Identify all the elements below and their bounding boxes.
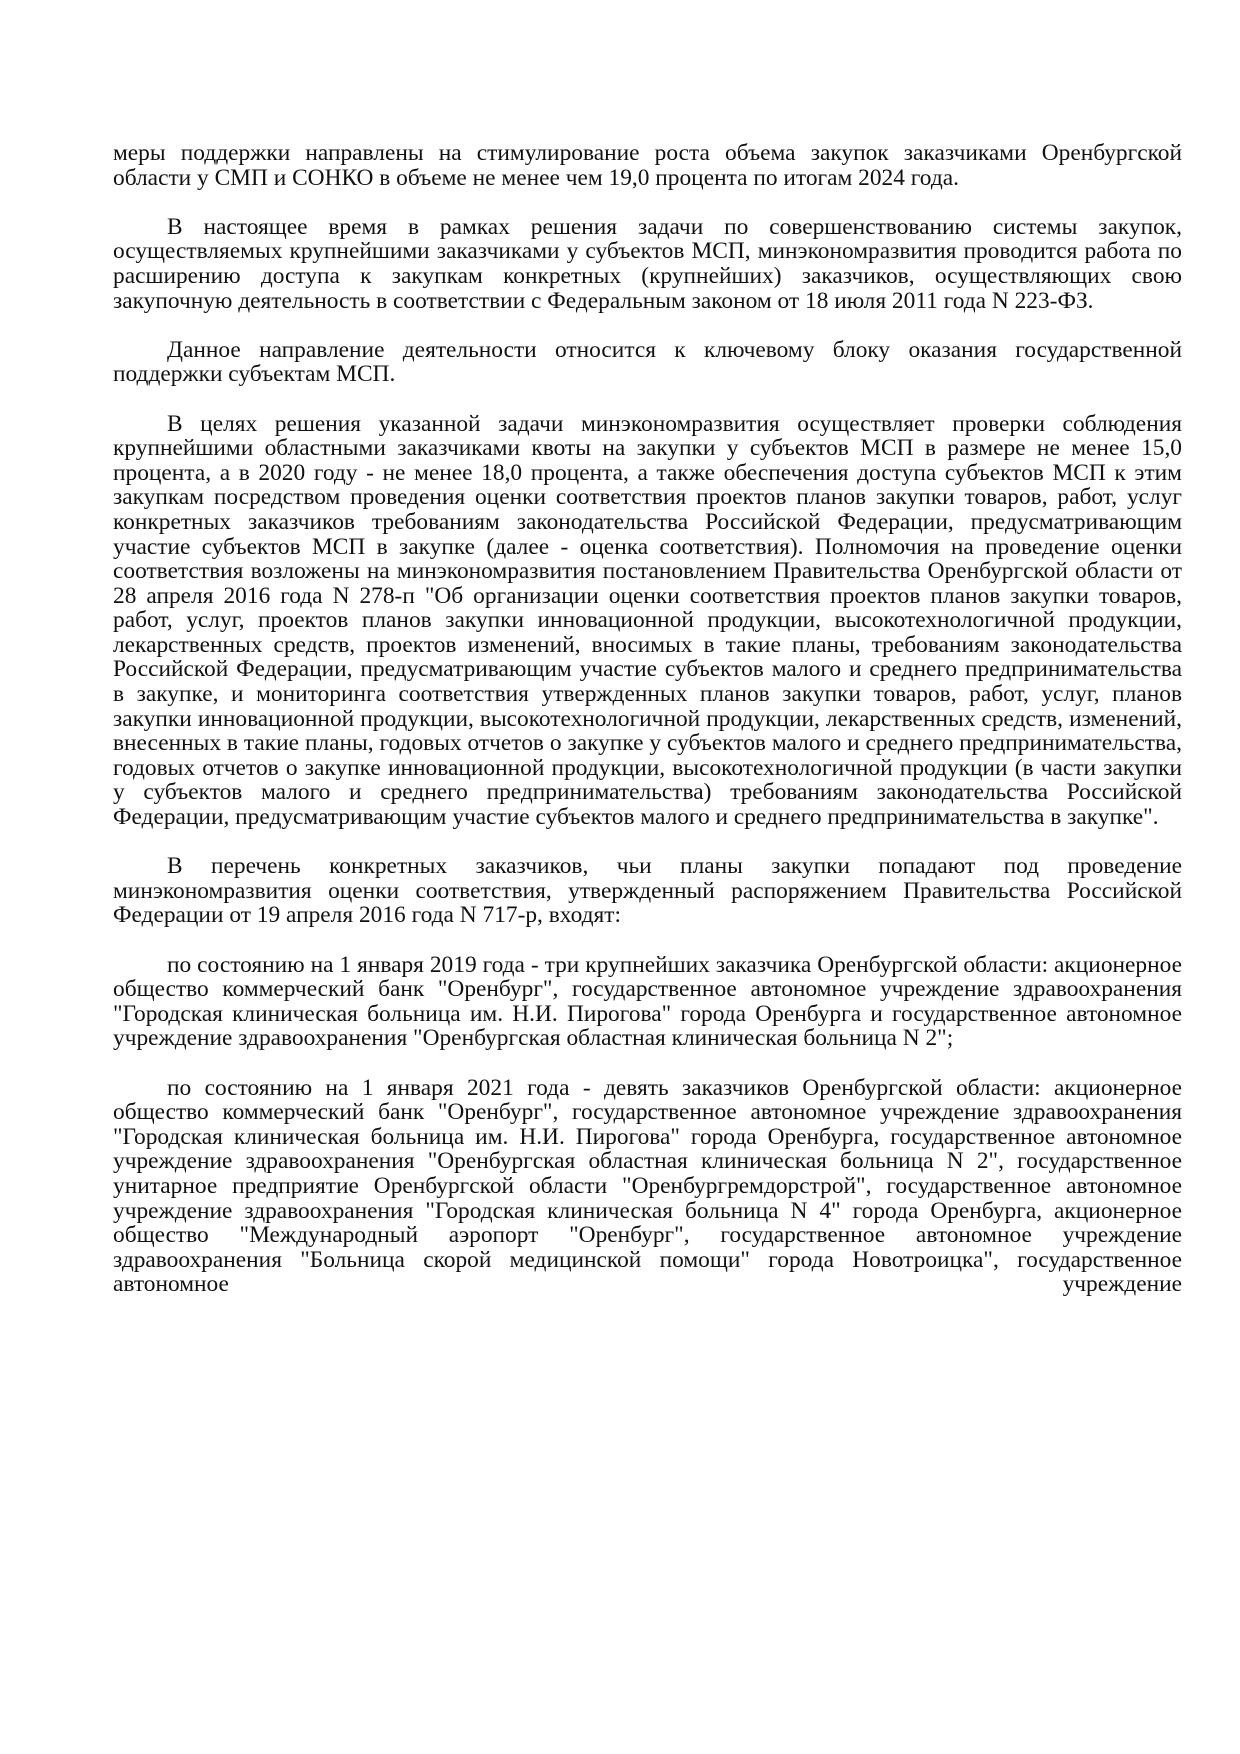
paragraph-support-block: Данное направление деятельности относится к ключевому блоку оказания государственной поддержки субъектам МСП. bbox=[113, 336, 1182, 388]
paragraph-procurement-system: В настоящее время в рамках решения задачи по совершенствованию системы закупок, осуществляемых крупнейшими заказчиками у субъектов МСП, минэкономразвития проводится работа по расширению доступа к закупкам конкретных (крупнейших) заказчиков, осуществляющих свою закупочную деятельность в соответствии с Федеральным законом от 18 июля 2011 года N 223-ФЗ. bbox=[113, 213, 1182, 314]
paragraph-customer-list-intro: В перечень конкретных заказчиков, чьи планы закупки попадают под проведение минэкономразвития оценки соответствия, утвержденный распоряжением Правительства Российской Федерации от 19 апреля 2016 года N 717-р, входят: bbox=[113, 853, 1182, 929]
paragraph-compliance-checks: В целях решения указанной задачи минэкономразвития осуществляет проверки соблюдения крупнейшими областными заказчиками квоты на закупки у субъектов МСП в размере не менее 15,0 процента, а в 2020 году - не менее 18,0 процента, а также обеспечения доступа субъектов МСП к этим закупкам посредством проведения оценки соответствия проектов планов закупки товаров, работ, услуг конкретных заказчиков требованиям законодательства Российской Федерации, предусматривающим участие субъектов МСП в закупке (далее - оценка соответствия). Полномочия на проведение оценки соответствия возложены на минэкономразвития постановлением Правительства Оренбургской области от 28 апреля 2016 года N 278-п "Об организации оценки соответствия проектов планов закупки товаров, работ, услуг, проектов планов закупки инновационной продукции, высокотехнологичной продукции, лекарственных средств, проектов изменений, вносимых в такие планы, требованиям законодательства Российской Федерации, предусматривающим участие субъектов малого и среднего предпринимательства в закупке, и мониторинга соответствия утвержденных планов закупки товаров, работ, услуг, планов закупки инновационной продукции, высокотехнологичной продукции, лекарственных средств, изменений, внесенных в такие планы, годовых отчетов о закупке у субъектов малого и среднего предпринимательства, годовых отчетов о закупке инновационной продукции, высокотехнологичной продукции (в части закупки у субъектов малого и среднего предпринимательства) требованиям законодательства Российской Федерации, предусматривающим участие субъектов малого и среднего предпринимательства в закупке". bbox=[113, 410, 1182, 831]
paragraph-customers-2019: по состоянию на 1 января 2019 года - три крупнейших заказчика Оренбургской области: акционерное общество коммерческий банк "Оренбург", государственное автономное учреждение здравоохранения "Городская клиническая больница им. Н.И. Пирогова" города Оренбурга и государственное автономное учреждение здравоохранения "Оренбургская областная клиническая больница N 2"; bbox=[113, 951, 1182, 1052]
paragraph-customers-2021: по состоянию на 1 января 2021 года - девять заказчиков Оренбургской области: акционерное общество коммерческий банк "Оренбург", государственное автономное учреждение здравоохранения "Городская клиническая больница им. Н.И. Пирогова" города Оренбурга, государственное автономное учреждение здравоохранения "Оренбургская областная клиническая больница N 2", государственное унитарное предприятие Оренбургской области "Оренбургремдорстрой", государственное автономное учреждение здравоохранения "Городская клиническая больница N 4" города Оренбурга, акционерное общество "Международный аэропорт "Оренбург", государственное автономное учреждение здравоохранения "Больница скорой медицинской помощи" города Новотроицка", государственное автономное учреждение bbox=[113, 1074, 1182, 1298]
document-page bbox=[113, 141, 1182, 1322]
paragraph-continuation: меры поддержки направлены на стимулирование роста объема закупок заказчиками Оренбургской области у СМП и СОНКО в объеме не менее чем 19,0 процента по итогам 2024 года. bbox=[113, 140, 1182, 191]
